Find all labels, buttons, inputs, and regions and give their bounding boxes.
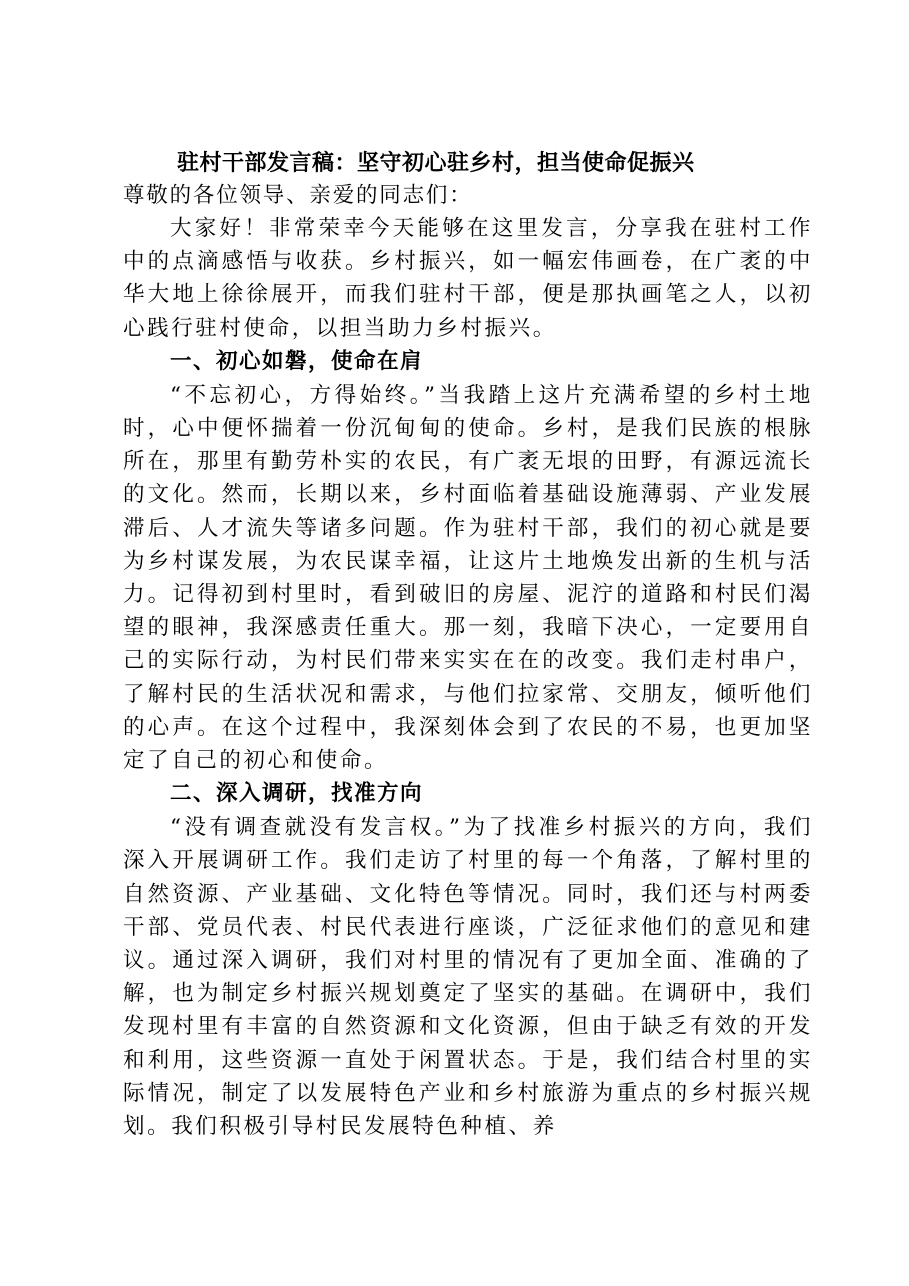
- section-paragraph-1: “不忘初心，方得始终。”当我踏上这片充满希望的乡村土地时，心中便怀揣着一份沉甸甸的使命。乡村，是我们民族的根脉所在，那里有勤劳朴实的农民，有广袤无垠的田野，有源远流长的文化。然而，长期以来，乡村面临着基础设施薄弱、产业发展滞后、人才流失等诸多问题。作为驻村干部，我们的初心就是要为乡村谋发展，为农民谋幸福，让这片土地焕发出新的生机与活力。记得初到村里时，看到破旧的房屋、泥泞的道路和村民们渴望的眼神，我深感责任重大。那一刻，我暗下决心，一定要用自己的实际行动，为村民们带来实实在在的改变。我们走村串户，了解村民的生活状况和需求，与他们拉家常、交朋友，倾听他们的心声。在这个过程中，我深刻体会到了农民的不易，也更加坚定了自己的初心和使命。: [123, 382, 813, 774]
- salutation: 尊敬的各位领导、亲爱的同志们：: [123, 183, 473, 208]
- section-heading-1: 一、初心如磐，使命在肩: [170, 348, 424, 374]
- section-paragraph-2: “没有调查就没有发言权。”为了找准乡村振兴的方向，我们深入开展调研工作。我们走访了村里的每一个角落，了解村里的自然资源、产业基础、文化特色等情况。同时，我们还与村两委干部、党员代表、村民代表进行座谈，广泛征求他们的意见和建议。通过深入调研，我们对村里的情况有了更加全面、准确的了解，也为制定乡村振兴规划奠定了坚实的基础。在调研中，我们发现村里有丰富的自然资源和文化资源，但由于缺乏有效的开发和利用，这些资源一直处于闲置状态。于是，我们结合村里的实际情况，制定了以发展特色产业和乡村旅游为重点的乡村振兴规划。我们积极引导村民发展特色种植、养: [123, 815, 813, 1140]
- document-body: [123, 148, 813, 1143]
- document-title: 驻村干部发言稿：坚守初心驻乡村，担当使命促振兴: [177, 151, 695, 176]
- intro-paragraph: 大家好！非常荣幸今天能够在这里发言，分享我在驻村工作中的点滴感悟与收获。乡村振兴，如一幅宏伟画卷，在广袤的中华大地上徐徐展开，而我们驻村干部，便是那执画笔之人，以初心践行驻村使命，以担当助力乡村振兴。: [123, 216, 813, 341]
- section-heading-2: 二、深入调研，找准方向: [170, 781, 424, 807]
